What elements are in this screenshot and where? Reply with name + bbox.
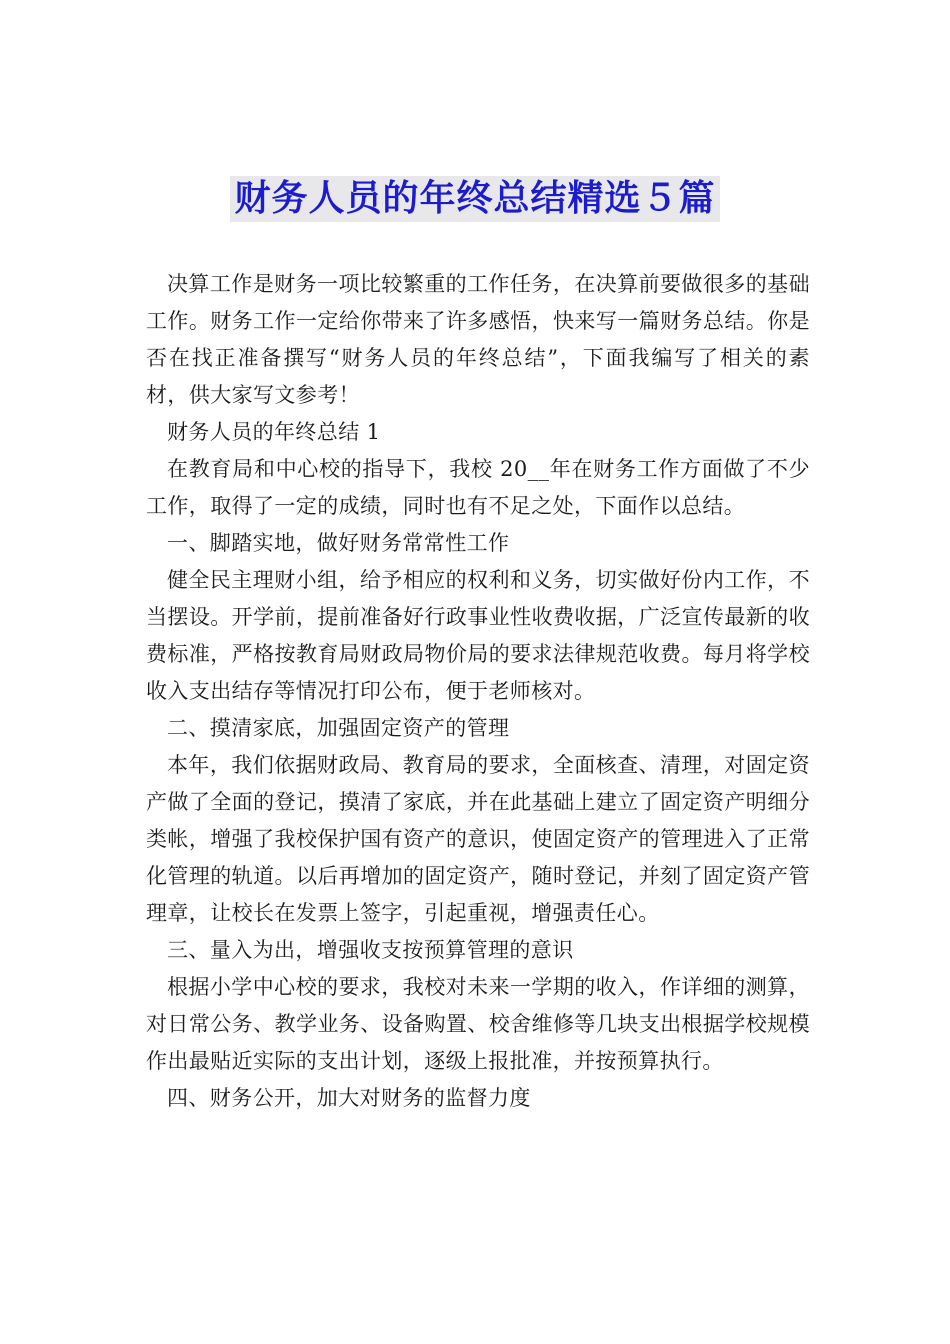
- document-title: 财务人员的年终总结精选５篇: [230, 176, 719, 222]
- body-paragraph: 健全民主理财小组，给予相应的权利和义务，切实做好份内工作，不当摆设。开学前，提前准备好行政事业性收费收据，广泛宣传最新的收费标准，严格按教育局财政局物价局的要求法律规范收费。每月将学校收入支出结存等情况打印公布，便于老师核对。: [146, 568, 810, 703]
- section-title-1: 财务人员的年终总结 1: [167, 420, 381, 444]
- subheading-1: 一、脚踏实地，做好财务常常性工作: [167, 531, 510, 555]
- intro-paragraph: 决算工作是财务一项比较繁重的工作任务，在决算前要做很多的基础工作。财务工作一定给你带来了许多感悟，快来写一篇财务总结。你是否在找正准备撰写“财务人员的年终总结”，下面我编写了相关的素材，供大家写文参考！: [146, 272, 810, 407]
- subheading-4: 四、财务公开，加大对财务的监督力度: [167, 1086, 531, 1110]
- subheading-3: 三、量入为出，增强收支按预算管理的意识: [167, 938, 574, 962]
- body-paragraph: 根据小学中心校的要求，我校对未来一学期的收入，作详细的测算，对日常公务、教学业务、设备购置、校舍维修等几块支出根据学校规模作出最贴近实际的支出计划，逐级上报批准，并按预算执行。: [146, 975, 810, 1073]
- subheading-2: 二、摸清家底，加强固定资产的管理: [167, 716, 510, 740]
- document-body: [146, 266, 810, 1117]
- title-container: [0, 176, 950, 222]
- body-paragraph: 在教育局和中心校的指导下，我校 20__年在财务工作方面做了不少工作，取得了一定的成绩，同时也有不足之处，下面作以总结。: [146, 457, 810, 518]
- body-paragraph: 本年，我们依据财政局、教育局的要求，全面核查、清理，对固定资产做了全面的登记，摸清了家底，并在此基础上建立了固定资产明细分类帐，增强了我校保护国有资产的意识，使固定资产的管理进入了正常化管理的轨道。以后再增加的固定资产，随时登记，并刻了固定资产管理章，让校长在发票上签字，引起重视，增强责任心。: [146, 753, 810, 925]
